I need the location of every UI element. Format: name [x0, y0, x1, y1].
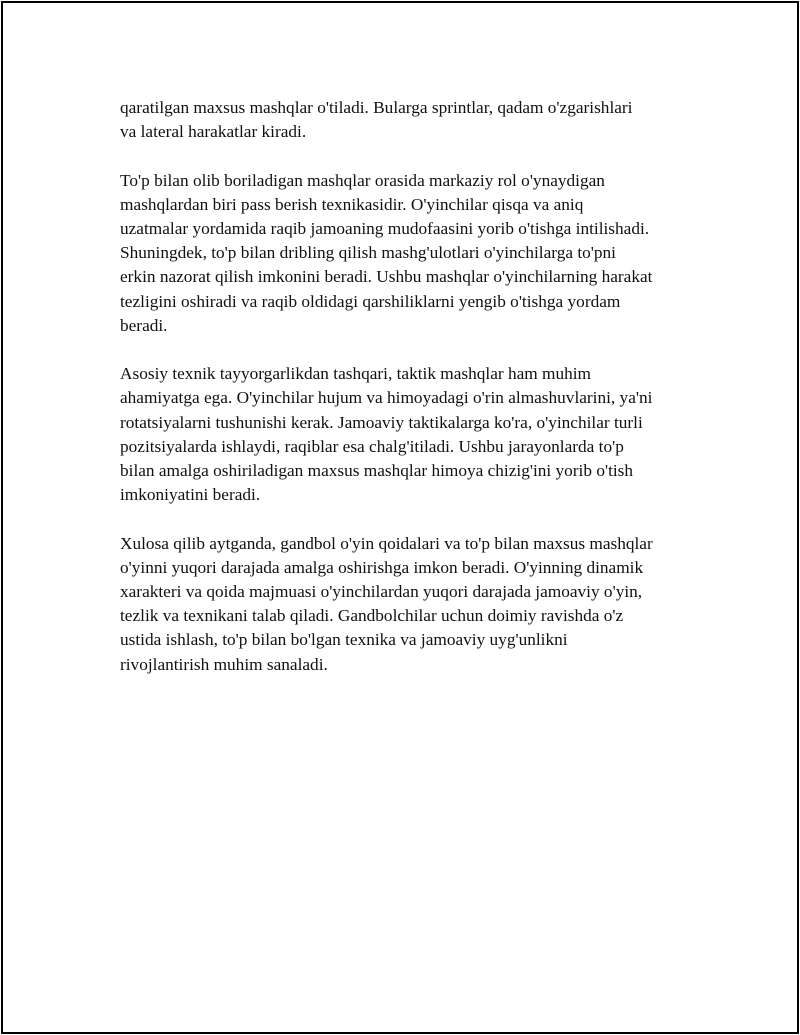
paragraph-tactical-drills: Asosiy texnik tayyorgarlikdan tashqari, taktik mashqlar ham muhim ahamiyatga ega. O'yinchilar hujum va himoyadagi o'rin almashuvlarini, ya'ni rotatsiyalarni tushunishi kerak. Jamoaviy taktikalarga ko'ra, o'yinchilar turli pozitsiyalarda ishlaydi, raqiblar esa chalg'itiladi. Ushbu jarayonlarda to'p bilan amalga oshiriladigan maxsus mashqlar himoya chizig'ini yorib o'tish imkoniyatini beradi. [120, 364, 653, 505]
document-body [120, 96, 700, 701]
paragraph-passing-dribbling: To'p bilan olib boriladigan mashqlar orasida markaziy rol o'ynaydigan mashqlardan biri pass berish texnikasidir. O'yinchilar qisqa va aniq uzatmalar yordamida raqib jamoaning mudofaasini yorib o'tishga intilishadi. Shuningdek, to'p bilan dribling qilish mashg'ulotlari o'yinchilarga to'pni erkin nazorat qilish imkonini beradi. Ushbu mashqlar o'yinchilarning harakat tezligini oshiradi va raqib oldidagi qarshiliklarni yengib o'tishga yordam beradi. [120, 170, 653, 335]
document-page [1, 1, 799, 1034]
paragraph-conclusion: Xulosa qilib aytganda, gandbol o'yin qoidalari va to'p bilan maxsus mashqlar o'yinni yuqori darajada amalga oshirishga imkon beradi. O'yinning dinamik xarakteri va qoida majmuasi o'yinchilardan yuqori darajada jamoaviy o'yin, tezlik va texnikani talab qiladi. Gandbolchilar uchun doimiy ravishda o'z ustida ishlash, to'p bilan bo'lgan texnika va jamoaviy uyg'unlikni rivojlantirish muhim sanaladi. [120, 533, 653, 674]
paragraph-continuation: qaratilgan maxsus mashqlar o'tiladi. Bularga sprintlar, qadam o'zgarishlari va lateral harakatlar kiradi. [120, 98, 633, 142]
